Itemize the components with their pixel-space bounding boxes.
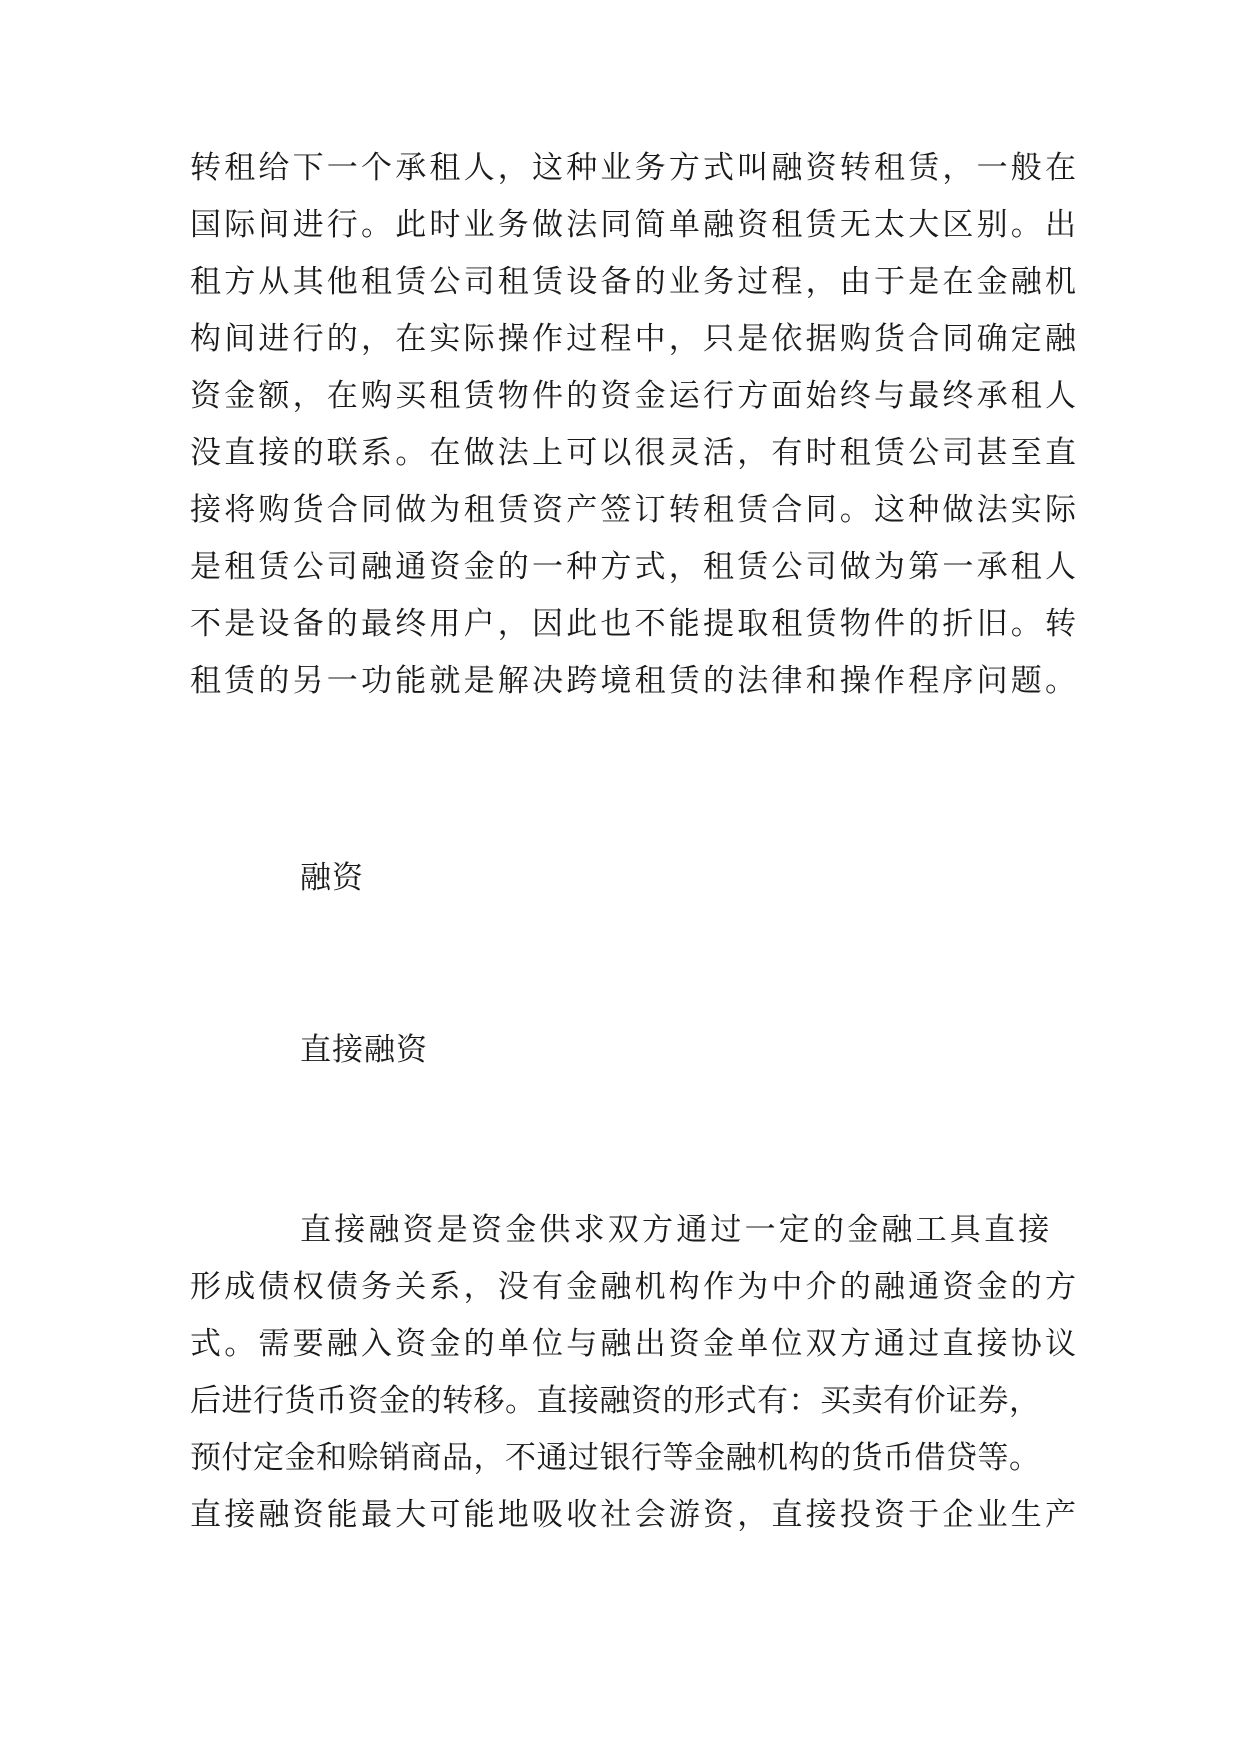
section-heading-financing: 融资 (300, 860, 364, 896)
text-line: 接将购货合同做为租赁资产签订转租赁合同。这种做法实际 (190, 492, 1080, 528)
text-line: 租方从其他租赁公司租赁设备的业务过程，由于是在金融机 (190, 264, 1080, 300)
text-line: 构间进行的，在实际操作过程中，只是依据购货合同确定融 (190, 321, 1080, 357)
text-line: 没直接的联系。在做法上可以很灵活，有时租赁公司甚至直 (190, 435, 1080, 471)
text-line: 是租赁公司融通资金的一种方式，租赁公司做为第一承租人 (190, 549, 1080, 585)
text-line: 资金额，在购买租赁物件的资金运行方面始终与最终承租人 (190, 378, 1080, 414)
text-line: 后进行货币资金的转移。直接融资的形式有：买卖有价证券， (190, 1383, 1041, 1419)
section-heading-direct-financing: 直接融资 (300, 1032, 428, 1068)
text-line: 预付定金和赊销商品，不通过银行等金融机构的货币借贷等。 (190, 1440, 1041, 1476)
text-line: 转租给下一个承租人，这种业务方式叫融资转租赁，一般在 (190, 150, 1080, 186)
text-line: 直接融资是资金供求双方通过一定的金融工具直接 (300, 1212, 1053, 1248)
text-line: 租赁的另一功能就是解决跨境租赁的法律和操作程序问题。 (190, 663, 1080, 699)
text-line: 直接融资能最大可能地吸收社会游资，直接投资于企业生产 (190, 1497, 1080, 1533)
text-line: 形成债权债务关系，没有金融机构作为中介的融通资金的方 (190, 1269, 1080, 1305)
text-line: 不是设备的最终用户，因此也不能提取租赁物件的折旧。转 (190, 606, 1080, 642)
text-line: 国际间进行。此时业务做法同简单融资租赁无太大区别。出 (190, 207, 1080, 243)
text-line: 式。需要融入资金的单位与融出资金单位双方通过直接协议 (190, 1326, 1080, 1362)
